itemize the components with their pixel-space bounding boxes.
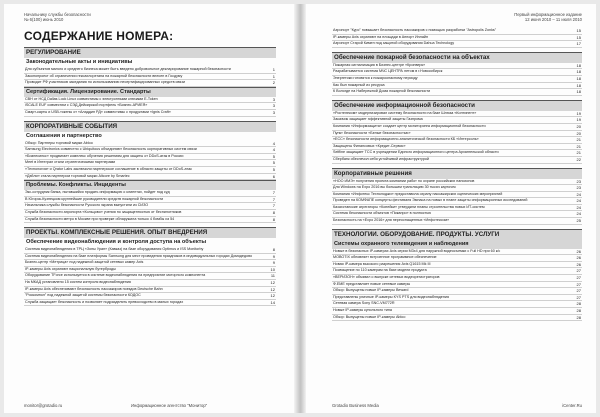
toc-entry-page: 28	[576, 301, 581, 307]
toc-entry[interactable]	[24, 174, 276, 181]
toc-entry[interactable]	[24, 280, 276, 287]
toc-entry-page: 18	[576, 62, 581, 68]
toc-entry-title: Проводит РФ участников заседания по использованию несертифицированных средств связи	[25, 80, 186, 85]
right-footer	[306, 403, 596, 408]
toc-entry-title: Система видеонаблюдения на базе платформы Samsung для мест проведения праздников в индивидуальных городах Домодедово	[25, 253, 253, 258]
toc-entry-page: 19	[576, 117, 581, 123]
toc-entry-page: 7	[272, 203, 275, 209]
toc-section	[24, 227, 276, 306]
toc-entry[interactable]	[24, 141, 276, 148]
toc-entry-title: Обзор: Партнеры торговой марки Abloo	[25, 140, 93, 145]
toc-entry-title: Пункт безопасности «Белые безопасностью»	[333, 130, 411, 135]
toc-entry-page: 18	[576, 69, 581, 75]
subsection-heading: Системы охранного телевидения и наблюдения	[332, 240, 582, 249]
toc-entry[interactable]	[24, 287, 276, 294]
toc-entry-title: MOBOTIX обновляет встроенное программное обеспечение	[333, 255, 437, 260]
toc-entry-title: К Вологде на Набережной Дома пожарной безопасности	[333, 89, 431, 94]
toc-entry-page: 24	[576, 198, 581, 204]
toc-entry-title: Аэропорт Старой Кимен под защитой оборудования Dahua Technology	[333, 41, 455, 46]
toc-entry-page: 26	[576, 261, 581, 267]
toc-entry-title: Meet в Интеграл стали стратегическими партнерами	[25, 160, 116, 165]
toc-entry-page: 21	[576, 137, 581, 143]
toc-entry[interactable]	[332, 35, 582, 42]
toc-entry[interactable]	[332, 179, 582, 186]
toc-entry-page: 5	[272, 160, 275, 166]
toc-entry-page: 7	[272, 190, 275, 196]
toc-entry-page: 27	[576, 281, 581, 287]
toc-entry-page: 12	[270, 293, 275, 299]
toc-entry[interactable]	[332, 117, 582, 124]
toc-entry-page: 21	[576, 150, 581, 156]
left-header	[24, 12, 276, 22]
toc-entry-title: Энергетики готовятся к пожароопасному периоду	[333, 75, 418, 80]
toc-entry-page: 15	[576, 34, 581, 40]
header-line-2: № 6(100) июнь 2010	[24, 17, 64, 22]
toc-entry-title: Обзор: Выпущены новые IP-камеры Abloo	[333, 314, 406, 319]
toc-entry[interactable]	[332, 288, 582, 295]
toc-entry-title: Пожарная сигнализация в Бизнес-центре «Кронверк»	[333, 62, 426, 67]
toc-entry[interactable]	[332, 89, 582, 96]
toc-entry[interactable]	[24, 273, 276, 280]
toc-entry-title: «Дэйли» стала партнером торговой марки Altcore by Smartec	[25, 173, 130, 178]
header-line-2: 12 июня 2010 – 11 июля 2010	[524, 17, 582, 22]
toc-entry[interactable]	[24, 247, 276, 254]
toc-entry[interactable]	[332, 124, 582, 131]
toc-entry-title: Сетевая камера Sony SNC-VM772R	[333, 301, 395, 306]
toc-entry[interactable]	[24, 97, 276, 104]
toc-entry[interactable]	[332, 205, 582, 212]
toc-entry-title: Представлены уличные IP-камеры KYS PTS для видеонаблюдения	[333, 294, 449, 299]
toc-entry[interactable]	[24, 67, 276, 74]
toc-entry-page: 14	[270, 299, 275, 305]
toc-entry-page: 4	[272, 140, 275, 146]
toc-entry-page: 18	[576, 89, 581, 95]
right-header	[332, 12, 582, 22]
toc-entry-page: 3	[272, 103, 275, 109]
toc-section	[24, 47, 276, 117]
toc-entry-page: 27	[576, 294, 581, 300]
toc-entry-title: Заказчик защищает эффективной защиты Газпрома	[333, 117, 423, 122]
toc-entry-title: Обзор: Выпущены новые IP-камеры Beward	[333, 288, 409, 293]
subsection-heading: Сертификация. Лицензирование. Стандарты	[24, 87, 276, 97]
toc-entry[interactable]	[332, 131, 582, 138]
toc-entry-title: Служба защищает безопасность и позволяет подразделять превосходство в малых городах	[25, 299, 184, 304]
toc-entry[interactable]	[24, 147, 276, 154]
toc-entry-page: 17	[576, 41, 581, 47]
toc-entry[interactable]	[332, 41, 582, 48]
section-heading: ТЕХНОЛОГИИ. ОБОРУДОВАНИЕ. ПРОДУКТЫ. УСЛУГИ	[332, 229, 582, 240]
toc-entry[interactable]	[332, 262, 582, 269]
toc-entry[interactable]	[332, 308, 582, 315]
toc-entry[interactable]	[24, 210, 276, 217]
toc-entry-title: Система безопасности объектов «Пикапро» в полностью	[333, 211, 432, 216]
toc-entry-title: Как был пожарный из ресурса	[333, 82, 385, 87]
toc-entry-title: На МКАД установлено 15 систем контроля видеонаблюдения	[25, 280, 131, 285]
header-line-1: Первый информационное издание	[514, 12, 582, 17]
toc-entry-title: «ЕСС» безопасности информационно-аналитической безопасности КБ «Интерсоль»	[333, 137, 479, 142]
toc-section	[24, 121, 276, 224]
toc-entry-title: Бизнес-центр «Метрица» под надежной защитой сетевых камер Axis	[25, 260, 144, 265]
toc-entry-title: «Ростелеком» модернизировал систему безопасности на базе Шлюза «Континент»	[333, 110, 477, 115]
subsection-heading: Обеспечение видеонаблюдения и контроля доступа на объекты	[26, 239, 207, 246]
footer-email[interactable]: monitor@grotadio.ru	[24, 403, 63, 408]
toc-entry-page: 3	[272, 96, 275, 102]
toc-entry-page: 2	[272, 80, 275, 86]
left-footer	[4, 403, 294, 408]
footer-publisher: Grotadio Business Media	[332, 403, 379, 408]
toc-entry[interactable]	[24, 190, 276, 197]
toc-entry[interactable]	[332, 150, 582, 157]
toc-entry[interactable]	[24, 74, 276, 81]
section-heading: ПРОЕКТЫ. КОМПЛЕКСНЫЕ РЕШЕНИЯ. ОПЫТ ВНЕДРЕНИЯ	[24, 227, 276, 238]
toc-entry-page: 23	[576, 178, 581, 184]
toc-entry-page: 24	[576, 191, 581, 197]
toc-entry-title: Selfline защищает ТСС в учреждении Единого информационного центра Архангельской области	[333, 150, 499, 155]
toc-entry-page: 8	[272, 216, 275, 222]
toc-entry-title: Система видеонаблюдения в ТРЦ «Зоны Уран» (Кавказ) на базе оборудования Optimus и ISS Monitorby	[25, 247, 204, 252]
section-heading: Обеспечение информационной безопасности	[332, 100, 582, 111]
toc-entry-title: «Бизнесинкс» продвигает комплекс обучения решениям для защиты от DDoS-атак в России	[25, 153, 184, 158]
toc-entry-title: Служба безопасности аэропорта «Кольцово» учения по защищенностью от беспилотников	[25, 209, 182, 214]
toc-entry-page: 22	[576, 156, 581, 162]
toc-entry[interactable]	[332, 282, 582, 289]
toc-entry-title: Компания «Информзащита» создает центр мониторинга информационной безопасности	[333, 123, 486, 128]
toc-entry-title: «ВЕРИЗОН» объявил о выпуске сетевых видеорегистраторов	[333, 275, 440, 280]
toc-entry-title: "Роскомпол" под надежной защитой системы безопасности КОДОС	[25, 293, 141, 298]
page-title: СОДЕРЖАНИЕ НОМЕРА:	[24, 29, 174, 43]
toc-entry[interactable]	[24, 167, 276, 174]
toc-entry[interactable]	[24, 254, 276, 261]
toc-entry-page: 28	[576, 314, 581, 320]
toc-entry-title: «Технология» и Qrator Labs заключили партнерское соглашение в области защиты от DDoS-атак	[25, 166, 192, 171]
toc-entry-page: 27	[576, 275, 581, 281]
toc-entry-page: 20	[576, 130, 581, 136]
toc-entry-title: Начальника службы безопасности Русского экрана выпустили из СИЗО	[25, 203, 149, 208]
right-top-items	[332, 28, 582, 48]
toc-entry[interactable]	[332, 275, 582, 282]
toc-entry-title: Новые в безопасных IP-камерах Axis серии M3x4 для наружной видеосъемки с Full HD при 60 к/с	[333, 248, 501, 253]
toc-entry[interactable]	[24, 217, 276, 224]
toc-entry-page: 1	[272, 73, 275, 79]
right-page	[306, 4, 596, 413]
toc-entry-page: 7	[272, 196, 275, 202]
toc-entry-title: Служба безопасности метро в Москве при проверке обнаружила только 4 бомбы из 54	[25, 216, 175, 221]
toc-entry-title: Посвящение по 110 камерам на базе модели продукта	[333, 268, 427, 273]
footer-site[interactable]: iCenter.Ru	[562, 403, 582, 408]
toc-entry[interactable]	[24, 154, 276, 161]
toc-entry-page: 20	[576, 123, 581, 129]
subsection-heading: Проблемы. Конфликты. Инциденты	[24, 180, 276, 190]
toc-entry[interactable]	[24, 260, 276, 267]
toc-entry-page: 1	[272, 67, 275, 72]
toc-entry[interactable]	[332, 144, 582, 151]
toc-entry-page: 12	[270, 286, 275, 292]
toc-entry-title: Новые IP-камеры купольного типа	[333, 308, 392, 312]
toc-section	[332, 229, 582, 322]
toc-entry[interactable]	[332, 76, 582, 83]
toc-section	[332, 100, 582, 164]
toc-section	[332, 52, 582, 96]
toc-entry-page: 3	[272, 109, 275, 115]
toc-entry[interactable]	[332, 28, 582, 35]
toc-entry-title: Samsung Electronics совместно с Ubiquitous объединяют безопасность корпоративных систем связи	[25, 147, 197, 152]
toc-entry[interactable]	[332, 315, 582, 322]
toc-entry-page: 27	[576, 268, 581, 274]
toc-entry-page: 21	[576, 143, 581, 149]
toc-entry-title: Законопроект об ограничении гексахлорэтана на пожарной безопасности внесен в Госдуму	[25, 73, 183, 78]
toc-entry-page: 28	[576, 308, 581, 313]
toc-entry-title: СВН от НСД Dallas Lock Linux совместимы с электронными ключами E-Token	[25, 96, 158, 101]
toc-entry[interactable]	[24, 80, 276, 87]
subsection-heading: Соглашения и партнерство	[26, 132, 102, 139]
toc-entry-page: 11	[270, 273, 275, 279]
toc-entry-title: Для Windows на Expo 2016 вы большим трансляцию 30 тысяч карточек	[333, 185, 456, 190]
toc-entry-page: 9	[272, 253, 275, 259]
toc-entry[interactable]	[24, 267, 276, 274]
toc-entry-title: Оборудование TForce используется в системе видеонаблюдения на предприятие моторного компонента	[25, 273, 206, 278]
toc-entry-title: IP-камеры Axis охраняют на площади в Аппорт Инлайн	[333, 34, 428, 39]
toc-entry[interactable]	[24, 197, 276, 204]
toc-entry-page: 18	[576, 75, 581, 81]
toc-entry[interactable]	[24, 103, 276, 110]
toc-entry-title: Казахстанские агрегаторы «Копейки» утвердили планы строительства новых ИТ-систем	[333, 204, 485, 209]
toc-entry[interactable]	[24, 110, 276, 117]
toc-entry[interactable]	[332, 255, 582, 262]
toc-entry-page: 6	[272, 173, 275, 179]
toc-entry-title: Разрабатывается система МЧС ЦЕНТРА летом в г.Новосибирск	[333, 69, 443, 74]
toc-entry-page: 18	[576, 82, 581, 88]
toc-entry[interactable]	[332, 268, 582, 275]
toc-entry-page: 5	[272, 153, 275, 159]
right-contents	[332, 52, 582, 321]
toc-entry-title: Защищены Финансовых «Кредит-Сервис»	[333, 143, 406, 148]
toc-entry-title: IP-камеры Axis обеспечивают безопасность пассажиров поездов Deutsche Bahn	[25, 286, 163, 291]
toc-entry-title: Аэропорт "Курс" повышает безопасность пассажиров с помощью разработки "Astropolis Zonks"	[333, 28, 497, 32]
toc-entry[interactable]	[24, 203, 276, 210]
toc-entry-title: Безопасность на «Expo 2016» для переоснащенных «Инфотексом»	[333, 218, 450, 223]
left-contents	[24, 47, 276, 306]
toc-entry-title: Проведен на КОМФАПЕ концерты фестиваля Эмпаса на новых в плане защиты информационных исследований	[333, 198, 528, 203]
section-heading: Корпоративные решения	[332, 168, 582, 179]
toc-entry[interactable]	[332, 69, 582, 76]
toc-entry-page: 24	[576, 211, 581, 217]
toc-entry-title: Ф.ЕМЕ представляет новые сетевые камеры	[333, 281, 411, 286]
toc-entry[interactable]	[332, 185, 582, 192]
toc-entry[interactable]	[332, 63, 582, 70]
toc-entry[interactable]	[332, 218, 582, 225]
toc-entry-page: 12	[270, 280, 275, 286]
toc-entry-title: В Югорск-Кузнецком крупнейшие руководители средств пожарной безопасности	[25, 196, 164, 201]
toc-entry-page: 19	[576, 110, 581, 116]
section-heading: Обеспечение пожарной безопасности на объектах	[332, 52, 582, 63]
toc-entry[interactable]	[332, 301, 582, 308]
section-heading: РЕГУЛИРОВАНИЕ	[24, 47, 276, 58]
toc-entry-title: iSCALE EUF совместим с СЭД Дейкирской портфель «Бизнес-АРИЕЯ»	[25, 103, 148, 108]
toc-entry[interactable]	[332, 137, 582, 144]
toc-section	[332, 168, 582, 225]
toc-entry[interactable]	[24, 160, 276, 167]
toc-entry[interactable]	[332, 295, 582, 302]
toc-entry[interactable]	[332, 211, 582, 218]
footer-agency: Информационное агентство "Монитор"	[131, 403, 208, 408]
toc-entry-page: 8	[272, 209, 275, 215]
toc-entry[interactable]	[24, 300, 276, 307]
toc-entry-title: Смарт-карты и USB-токены от «Аладдин РД» совместимы с продуктами «Ignis Craft»	[25, 109, 171, 114]
toc-entry-page: 8	[272, 247, 275, 253]
toc-entry-title: Для субъектов малого и среднего бизнеса может быть введено добровольное декларирование пожарной безопасности	[25, 67, 231, 71]
section-heading: КОРПОРАТИВНЫЕ СОБЫТИЯ	[24, 121, 276, 132]
toc-entry-page: 27	[576, 288, 581, 294]
toc-entry-page: 15	[576, 28, 581, 33]
toc-entry-page: 10	[270, 266, 275, 272]
toc-entry[interactable]	[332, 157, 582, 164]
toc-entry-page: 4	[272, 147, 275, 153]
toc-entry-title: Новая IP-камера высокого разрешения Axis Q1615 Mk III	[333, 261, 431, 266]
toc-entry[interactable]	[332, 249, 582, 256]
toc-entry[interactable]	[332, 83, 582, 90]
toc-entry[interactable]	[332, 111, 582, 118]
toc-entry-title: Компания «Инфотекс Технолоджи» предоставила охрану пассажирских сценических мероприятий	[333, 191, 503, 196]
toc-entry-title: Экс-сотрудник банка, пытавшийся продать информацию о клиентах, пойдет под суд	[25, 190, 170, 195]
toc-entry-page: 23	[576, 185, 581, 191]
toc-entry-page: 5	[272, 166, 275, 172]
toc-entry-page: 26	[576, 255, 581, 261]
left-page	[4, 4, 294, 413]
subsection-heading: Законодательные акты и инициативы	[26, 59, 133, 65]
toc-entry[interactable]	[332, 198, 582, 205]
toc-entry-title: «НОО ИМЭ» получения проекта компании работ по охране российских пансионов	[333, 178, 475, 183]
toc-entry-page: 25	[576, 218, 581, 224]
toc-entry[interactable]	[332, 192, 582, 199]
book-spine	[294, 4, 306, 413]
toc-entry-title: IP-камеры Axis охраняют национальную бутерброды	[25, 266, 116, 271]
toc-entry[interactable]	[24, 293, 276, 300]
header-line-1: Начальнику службы безопасности	[24, 12, 91, 17]
toc-entry-page: 26	[576, 248, 581, 254]
toc-entry-page: 9	[272, 260, 275, 266]
toc-entry-page: 24	[576, 204, 581, 210]
toc-entry-title: Сбербанк обеспечил себя устойчивой инфраструктурой	[333, 156, 429, 161]
